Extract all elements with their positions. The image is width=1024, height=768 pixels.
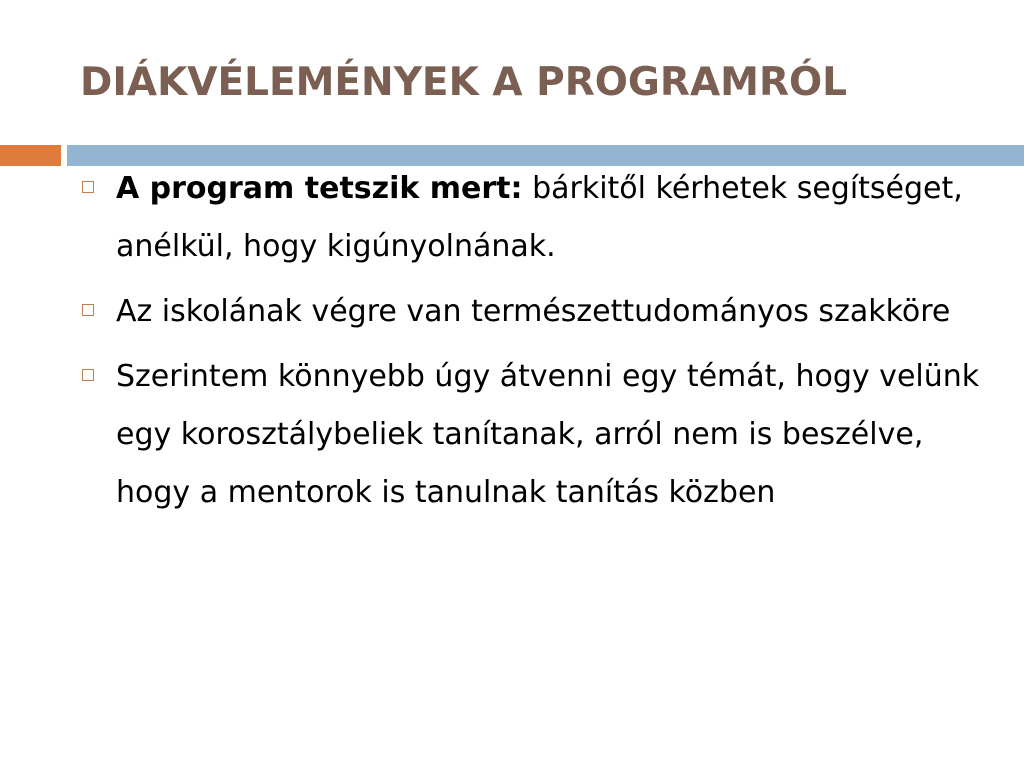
accent-bar-orange [0, 145, 61, 166]
slide-title: DIÁKVÉLEMÉNYEK A PROGRAMRÓL [80, 60, 847, 105]
bullet-list [82, 160, 982, 529]
hollow-square-bullet-icon [82, 181, 94, 193]
bullet-text: bárkitől kérhetek segítséget, anélkül, hogy kigúnyolnának. [116, 171, 963, 264]
bullet-item [82, 160, 982, 276]
bullet-item [82, 348, 982, 522]
bullet-item [82, 283, 982, 341]
bullet-text: Az iskolának végre van természettudományos szakköre [116, 294, 951, 329]
hollow-square-bullet-icon [82, 304, 94, 316]
bullet-text: Szerintem könnyebb úgy átvenni egy témát, hogy velünk egy korosztálybeliek tanítanak, arról nem is beszélve, hogy a mentorok is tanulnak tanítás közben [116, 359, 980, 510]
hollow-square-bullet-icon [82, 369, 94, 381]
bullet-lead-text: A program tetszik mert: [116, 171, 523, 206]
